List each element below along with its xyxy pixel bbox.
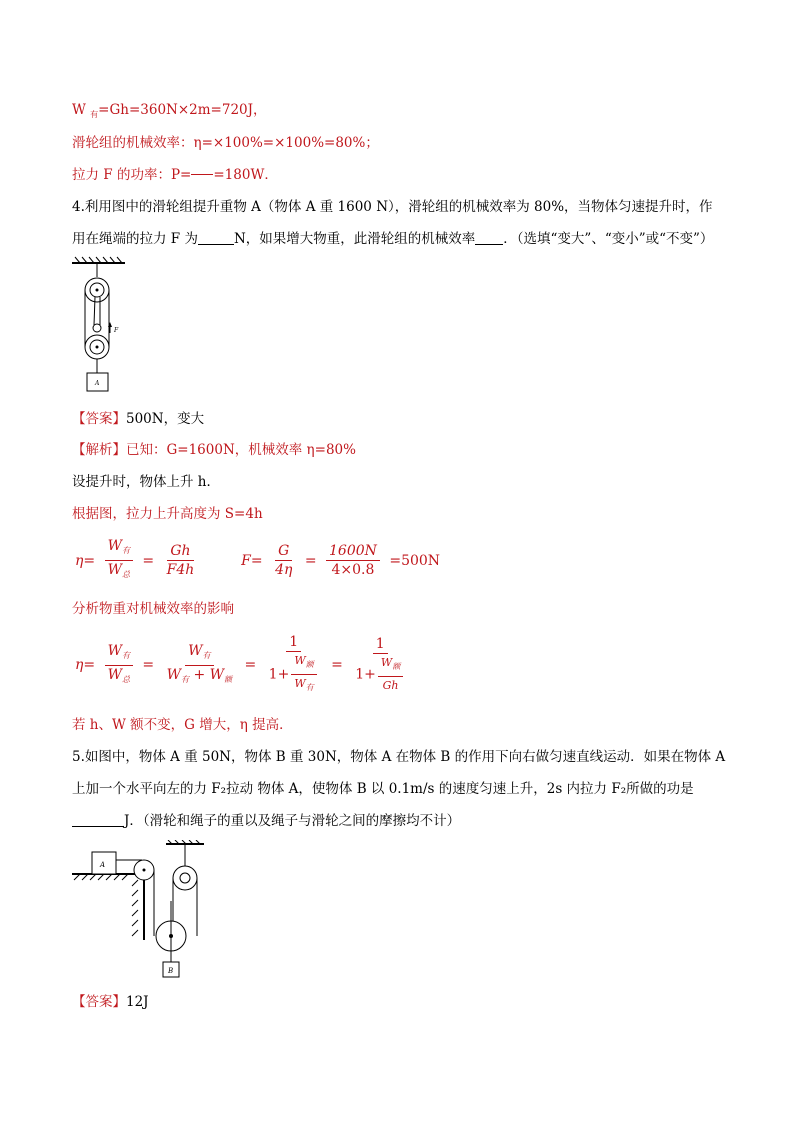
formula-weight-effect: η= $\frac{W_有}{W_总}$ = $\frac{W_有}{W_有 + W_额}$ = 1 1+ $\frac{W_额}{W_有}$ = 1 1+ $\frac{W_额}{Gh}$ — [72, 633, 410, 697]
weight-a-label: A — [95, 380, 100, 387]
q4-blank-1 — [198, 244, 234, 245]
block-b-label: B — [168, 967, 174, 975]
q5-line-2: 上加一个水平向左的力 F₂拉动 物体 A，使物体 B 以 0.1m/s 的速度匀速上升，2s 内拉力 F₂所做的功是 — [72, 781, 694, 797]
q4-pulley-figure — [70, 255, 130, 395]
q4-answer: 【答案】500N，变大 — [72, 411, 205, 427]
formula-efficiency: η= $\frac{W_有}{W_总}$ = $\frac{Gh}{F4h}$ F= $\frac{G}{4\eta}$ = $\frac{1600N}{4\times 0.8}$ =500N — [75, 538, 441, 579]
q4-analysis: 【解析】已知：G=1600N，机械效率 η=80% — [72, 442, 356, 458]
q5-blank — [72, 826, 124, 827]
power-line: 拉力 F 的功率：P= =180W． — [72, 167, 278, 183]
q4-conclusion: 若 h、W 额不变，G 增大，η 提高． — [72, 717, 293, 733]
work-useful-line: W $_有$=Gh=360N×2m=720J， — [72, 102, 267, 119]
q4-step-3: 分析物重对机械效率的影响 — [72, 601, 234, 617]
q4-line-2: 用在绳端的拉力 F 为 N，如果增大物重，此滑轮组的机械效率 ．（选填“变大”、“变小”或“不变”） — [72, 231, 714, 247]
q4-blank-2 — [475, 244, 503, 245]
q4-step-2: 根据图，拉力上升高度为 S=4h — [72, 506, 263, 522]
q5-line-3: J．（滑轮和绳子的重以及绳子与滑轮之间的摩擦均不计） — [72, 811, 460, 831]
block-a-label: A — [100, 861, 106, 869]
q4-line-1: 4.利用图中的滑轮组提升重物 A（物体 A 重 1600 N），滑轮组的机械效率为 80%，当物体匀速提升时，作 — [72, 199, 713, 215]
q5-line-1: 5.如图中，物体 A 重 50N，物体 B 重 30N，物体 A 在物体 B 的作用下向右做匀速直线运动．如果在物体 A — [72, 749, 726, 765]
force-label: F — [114, 327, 119, 334]
q5-answer: 【答案】12J — [72, 994, 149, 1010]
efficiency-line: 滑轮组的机械效率：η=×100%=×100%=80%； — [72, 135, 379, 151]
q4-step-1: 设提升时，物体上升 h． — [72, 474, 220, 490]
q5-pulley-figure — [70, 840, 220, 980]
